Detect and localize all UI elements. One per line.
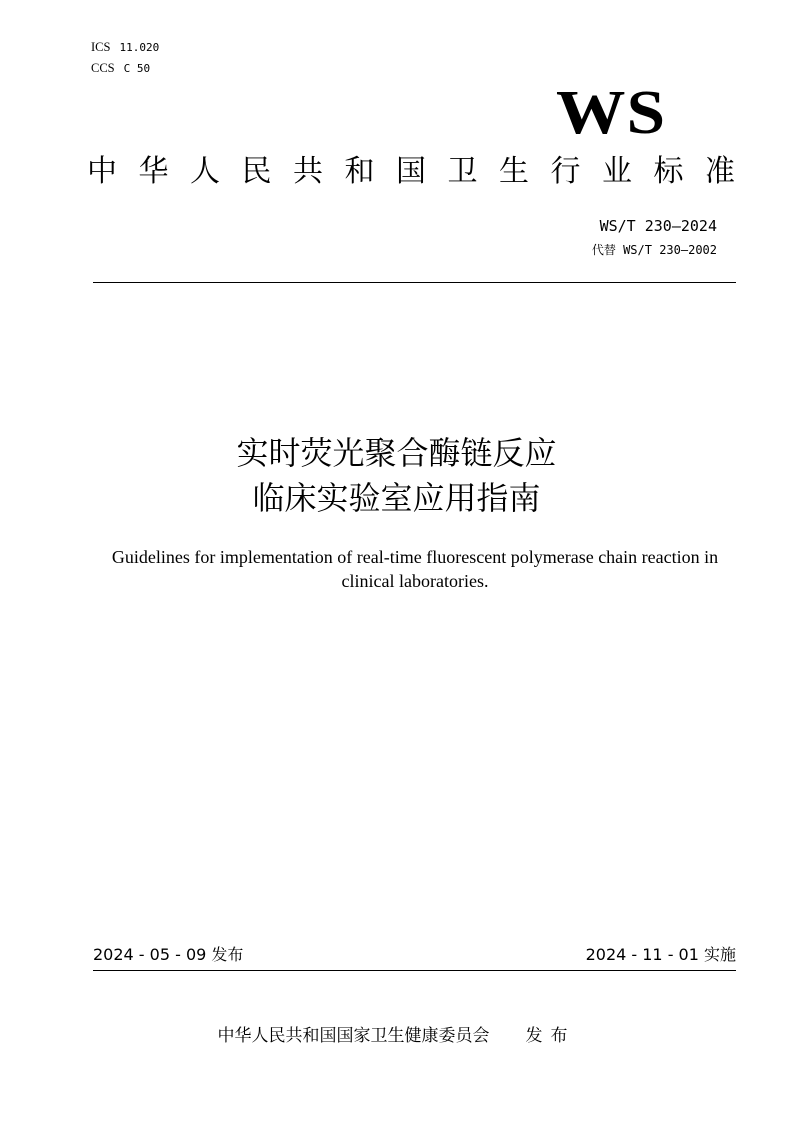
footer-divider	[93, 970, 736, 971]
title-char: 卫	[447, 154, 478, 189]
header-divider	[93, 282, 736, 283]
replaces-standard: 代替 WS/T 230—2002	[591, 243, 717, 257]
title-char: 行	[550, 154, 581, 189]
publish-action: 发布	[525, 1026, 576, 1046]
effective-date: 2024 - 11 - 01 实施	[585, 945, 736, 964]
ws-logo: WS	[556, 79, 667, 147]
title-char: 人	[190, 154, 220, 189]
document-title-cn-line2: 临床实验室应用指南	[252, 479, 541, 517]
title-char: 和	[344, 154, 375, 189]
ccs-code	[91, 60, 159, 81]
dates-row	[93, 944, 736, 966]
title-char: 中	[87, 154, 117, 189]
title-char: 生	[499, 154, 529, 189]
ics-value: 11.020	[119, 41, 160, 54]
title-char: 国	[396, 154, 426, 189]
issue-date: 2024 - 05 - 09 发布	[93, 945, 244, 964]
ics-label: ICS	[91, 40, 111, 54]
ccs-label: CCS	[91, 61, 115, 75]
title-char: 共	[293, 154, 323, 189]
title-char: 标	[653, 154, 684, 189]
standard-category-title	[86, 152, 736, 192]
title-char: 业	[602, 154, 632, 189]
title-char: 华	[138, 154, 169, 189]
standard-number: WS/T 230—2024	[599, 217, 717, 235]
publisher-line	[0, 1024, 793, 1048]
title-char: 准	[705, 154, 735, 189]
ccs-value: C 50	[123, 62, 151, 75]
publisher-name: 中华人民共和国国家卫生健康委员会	[217, 1026, 490, 1046]
document-title-en: Guidelines for implementation of real-time fluorescent polymerase chain reaction in clinical laboratories.	[111, 547, 719, 591]
document-title-cn-line1: 实时荧光聚合酶链反应	[236, 434, 557, 472]
title-char: 民	[241, 154, 272, 189]
classification-codes	[91, 39, 159, 81]
ics-code	[91, 39, 159, 60]
